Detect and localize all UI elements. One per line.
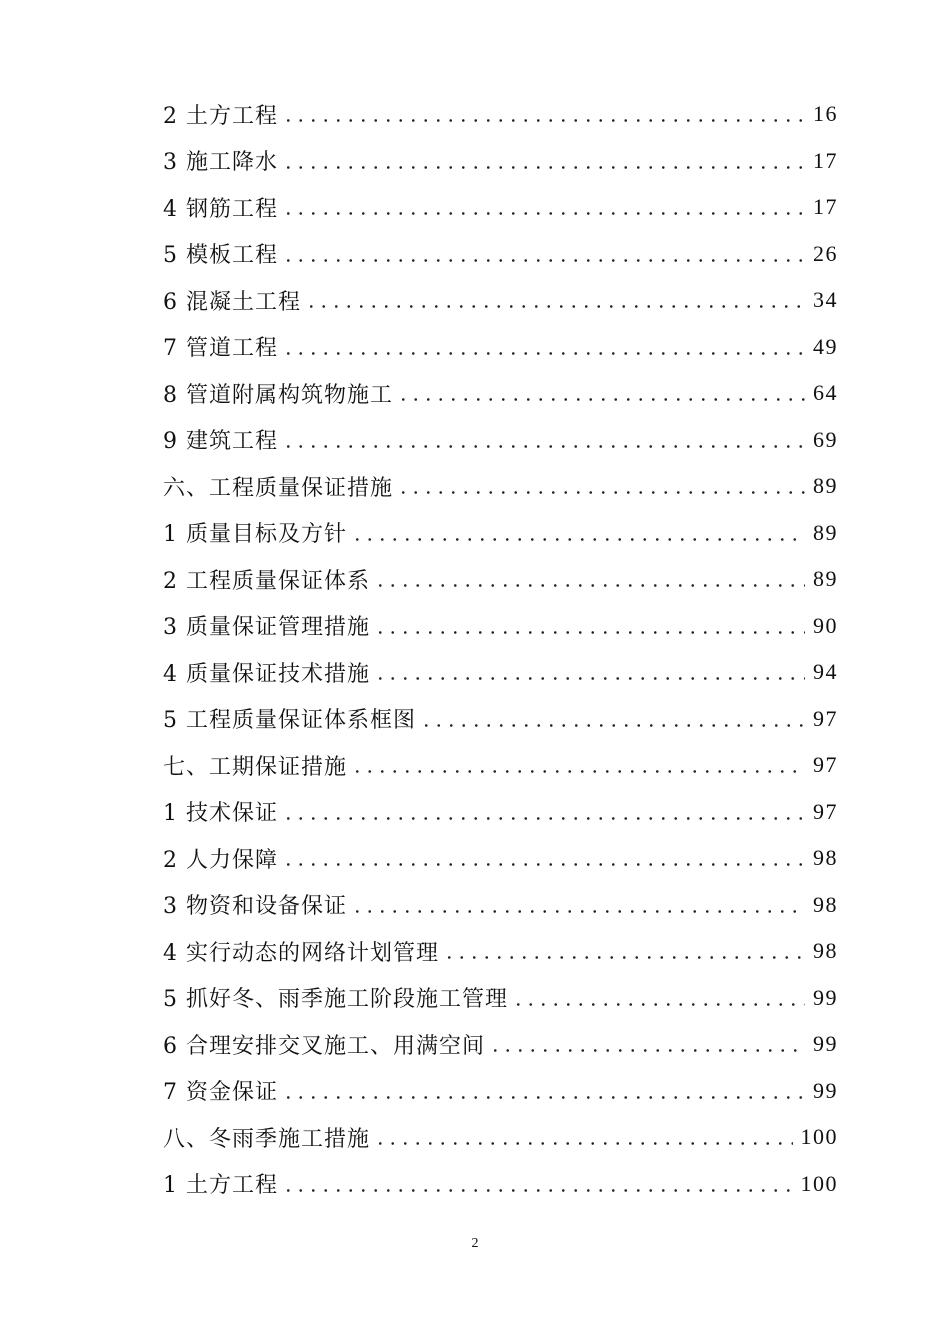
toc-entry-label: 1 质量目标及方针 — [163, 522, 347, 548]
toc-dot-leader — [282, 196, 805, 218]
toc-entry-label: 7 管道工程 — [163, 336, 278, 362]
toc-entry[interactable] — [163, 882, 838, 929]
toc-entry-page: 17 — [813, 194, 838, 220]
page-number: 2 — [471, 1236, 479, 1251]
toc-entry-page: 99 — [813, 1031, 838, 1057]
toc-entry-page: 69 — [813, 426, 838, 452]
toc-dot-leader — [374, 1126, 792, 1148]
toc-entry-label: 2 人力保障 — [163, 847, 278, 873]
toc-entry-page: 34 — [813, 287, 838, 313]
toc-entry-label: 八、冬雨季施工措施 — [163, 1126, 371, 1152]
toc-dot-leader — [282, 336, 805, 358]
toc-section-entry[interactable] — [163, 742, 838, 789]
toc-entry-page: 98 — [813, 938, 838, 964]
toc-dot-leader — [351, 754, 805, 776]
table-of-contents — [163, 91, 838, 1207]
toc-entry-label: 7 资金保证 — [163, 1080, 278, 1106]
toc-section-entry[interactable] — [163, 1114, 838, 1161]
toc-entry[interactable] — [163, 510, 838, 557]
toc-entry[interactable] — [163, 1161, 838, 1208]
toc-dot-leader — [282, 847, 805, 869]
toc-dot-leader — [282, 801, 805, 823]
toc-dot-leader — [282, 150, 805, 172]
toc-entry-page: 98 — [813, 891, 838, 917]
toc-dot-leader — [282, 243, 805, 265]
toc-entry[interactable] — [163, 324, 838, 371]
toc-entry-page: 17 — [813, 147, 838, 173]
toc-dot-leader — [489, 1033, 805, 1055]
toc-entry[interactable] — [163, 835, 838, 882]
toc-entry[interactable] — [163, 277, 838, 324]
toc-dot-leader — [397, 382, 805, 404]
toc-entry-page: 100 — [800, 1124, 838, 1150]
toc-entry-label: 六、工程质量保证措施 — [163, 475, 394, 501]
toc-entry[interactable] — [163, 184, 838, 231]
toc-entry-page: 97 — [813, 798, 838, 824]
toc-entry-page: 98 — [813, 845, 838, 871]
toc-entry[interactable] — [163, 417, 838, 464]
toc-entry-page: 16 — [813, 101, 838, 127]
toc-entry-page: 97 — [813, 752, 838, 778]
toc-dot-leader — [282, 1080, 805, 1102]
toc-entry-label: 4 质量保证技术措施 — [163, 661, 370, 687]
toc-entry-label: 6 合理安排交叉施工、用满空间 — [163, 1033, 485, 1059]
toc-entry-page: 100 — [800, 1170, 838, 1196]
toc-dot-leader — [305, 289, 805, 311]
toc-entry-page: 90 — [813, 612, 838, 638]
toc-entry-label: 5 工程质量保证体系框图 — [163, 708, 416, 734]
toc-entry-label: 5 模板工程 — [163, 243, 278, 269]
toc-entry-label: 4 实行动态的网络计划管理 — [163, 940, 439, 966]
toc-entry-page: 99 — [813, 984, 838, 1010]
toc-entry-page: 64 — [813, 380, 838, 406]
toc-entry[interactable] — [163, 138, 838, 185]
toc-entry-label: 1 技术保证 — [163, 801, 278, 827]
toc-dot-leader — [374, 615, 805, 637]
toc-entry-label: 七、工期保证措施 — [163, 754, 348, 780]
toc-entry[interactable] — [163, 370, 838, 417]
toc-entry-label: 3 施工降水 — [163, 150, 278, 176]
toc-entry-label: 8 管道附属构筑物施工 — [163, 382, 393, 408]
toc-dot-leader — [443, 940, 805, 962]
toc-dot-leader — [282, 103, 805, 125]
toc-entry-page: 97 — [813, 705, 838, 731]
toc-entry-page: 49 — [813, 333, 838, 359]
toc-entry[interactable] — [163, 1068, 838, 1115]
toc-entry-page: 99 — [813, 1077, 838, 1103]
toc-entry[interactable] — [163, 928, 838, 975]
toc-dot-leader — [282, 1173, 793, 1195]
toc-entry-label: 5 抓好冬、雨季施工阶段施工管理 — [163, 987, 508, 1013]
toc-dot-leader — [397, 475, 805, 497]
toc-dot-leader — [282, 429, 805, 451]
toc-entry-page: 89 — [813, 473, 838, 499]
toc-dot-leader — [374, 661, 805, 683]
toc-entry-label: 4 钢筋工程 — [163, 196, 278, 222]
toc-entry-label: 9 建筑工程 — [163, 429, 278, 455]
toc-entry[interactable] — [163, 789, 838, 836]
toc-entry-page: 89 — [813, 519, 838, 545]
toc-entry[interactable] — [163, 231, 838, 278]
toc-entry[interactable] — [163, 603, 838, 650]
toc-entry-label: 1 土方工程 — [163, 1173, 278, 1199]
toc-entry[interactable] — [163, 696, 838, 743]
toc-entry[interactable] — [163, 975, 838, 1022]
toc-section-entry[interactable] — [163, 463, 838, 510]
toc-dot-leader — [351, 522, 805, 544]
toc-entry-page: 89 — [813, 566, 838, 592]
toc-entry-page: 94 — [813, 659, 838, 685]
toc-entry-page: 26 — [813, 240, 838, 266]
toc-dot-leader — [512, 987, 805, 1009]
toc-dot-leader — [374, 568, 805, 590]
toc-entry-label: 3 质量保证管理措施 — [163, 615, 370, 641]
toc-entry-label: 6 混凝土工程 — [163, 289, 301, 315]
toc-entry[interactable] — [163, 91, 838, 138]
toc-entry-label: 3 物资和设备保证 — [163, 894, 347, 920]
toc-entry-label: 2 土方工程 — [163, 103, 278, 129]
toc-entry[interactable] — [163, 556, 838, 603]
toc-dot-leader — [420, 708, 805, 730]
toc-entry-label: 2 工程质量保证体系 — [163, 568, 370, 594]
toc-dot-leader — [351, 894, 805, 916]
toc-entry[interactable] — [163, 649, 838, 696]
toc-entry[interactable] — [163, 1021, 838, 1068]
